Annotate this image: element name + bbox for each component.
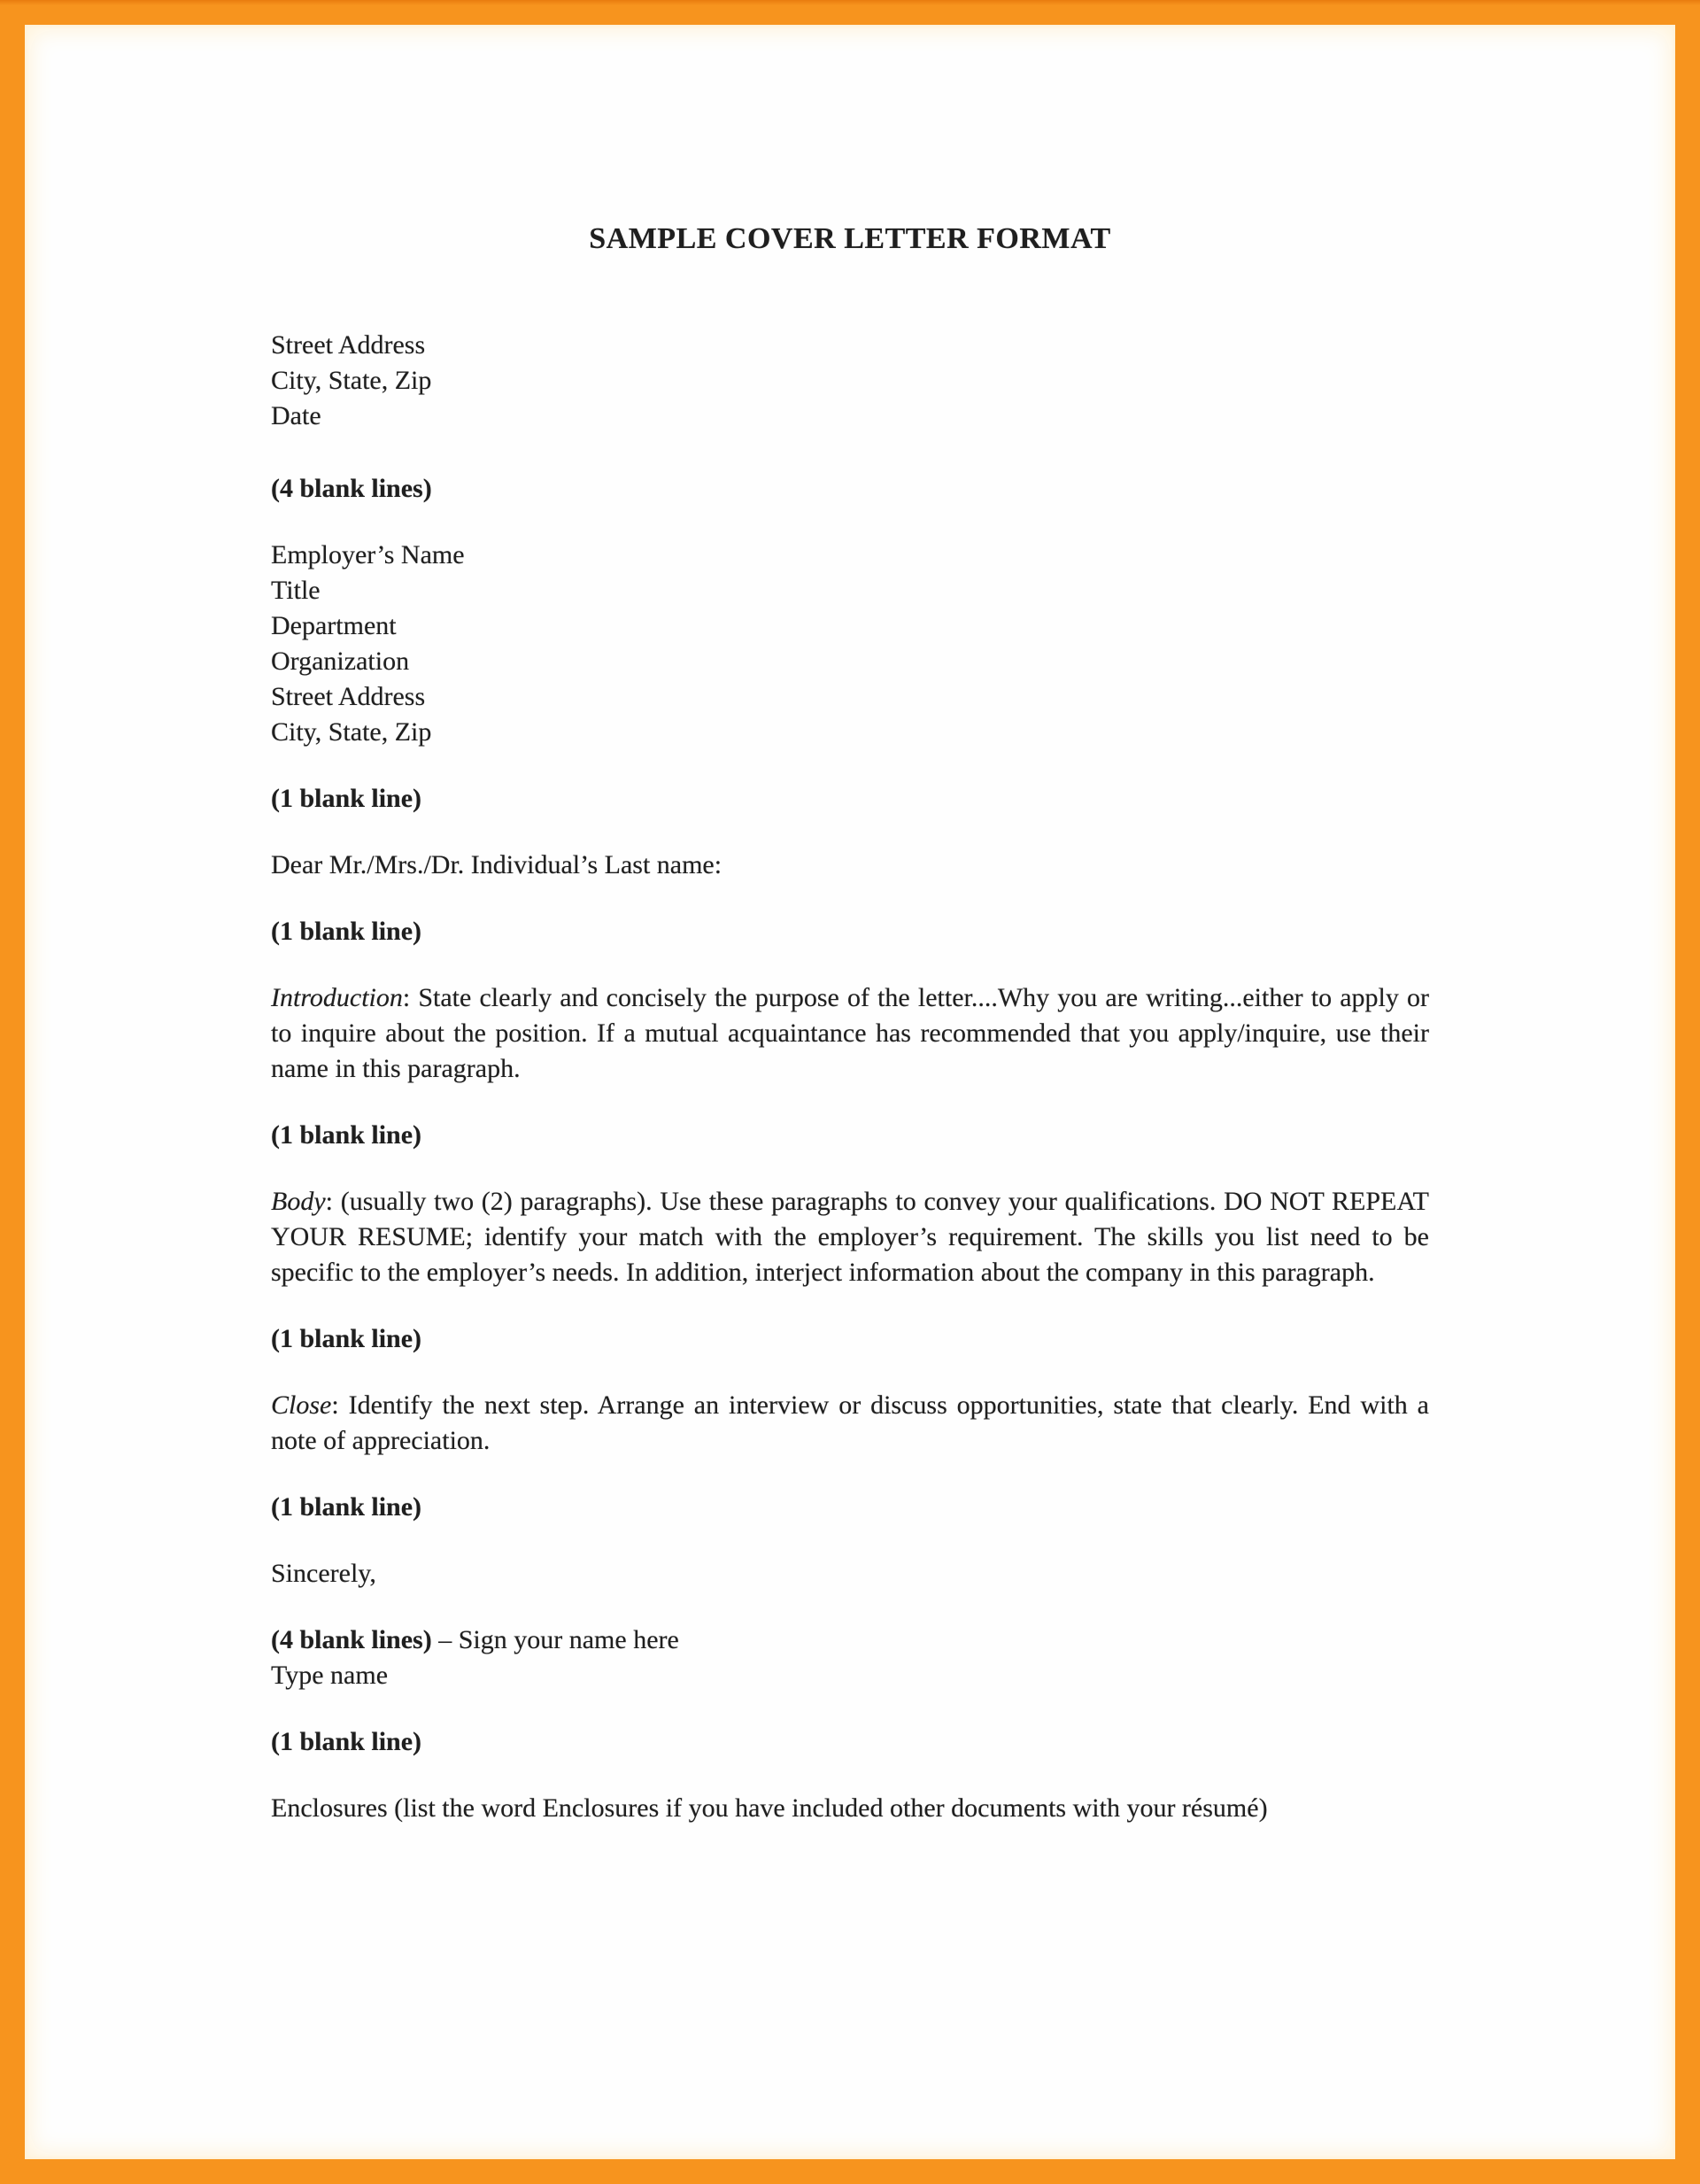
close-paragraph <box>271 1388 1429 1459</box>
spacer-one-blank-line-5: (1 blank line) <box>271 1492 422 1522</box>
sender-date: Date <box>271 401 321 430</box>
close-lead: Close <box>271 1390 332 1420</box>
document-content <box>25 25 1675 1826</box>
document-title: SAMPLE COVER LETTER FORMAT <box>589 222 1111 255</box>
body-lead: Body <box>271 1187 326 1216</box>
closing-line: Sincerely, <box>271 1559 376 1588</box>
recipient-street-address: Street Address <box>271 682 426 711</box>
body-paragraph <box>271 1184 1429 1290</box>
enclosures-line: Enclosures (list the word Enclosures if you have included other documents with your résumé) <box>271 1793 1268 1823</box>
salutation-line: Dear Mr./Mrs./Dr. Individual’s Last name: <box>271 850 722 879</box>
spacer-one-blank-line-2: (1 blank line) <box>271 917 422 946</box>
recipient-organization: Organization <box>271 647 410 676</box>
signature-instruction-line <box>271 1623 1429 1658</box>
recipient-title: Title <box>271 576 321 605</box>
body-text: : (usually two (2) paragraphs). Use these paragraphs to convey your qualifications. DO NOT REPEAT YOUR RESUME; identify your match with the employer’s requirement. The skills you list need to be specific to the employer’s needs. In addition, interject information about the company in this paragraph. <box>271 1187 1429 1287</box>
document-page <box>25 25 1675 2159</box>
introduction-text: : State clearly and concisely the purpose of the letter....Why you are writing...either to apply or to inquire about the position. If a mutual acquaintance has recommended that you apply/inquire, use their name in this paragraph. <box>271 983 1429 1083</box>
spacer-one-blank-line-1: (1 blank line) <box>271 784 422 813</box>
sign-your-name-note: – Sign your name here <box>431 1625 679 1654</box>
recipient-city-state-zip: City, State, Zip <box>271 717 432 747</box>
sender-address-block <box>271 328 1429 434</box>
spacer-one-blank-line-3: (1 blank line) <box>271 1120 422 1150</box>
introduction-paragraph <box>271 980 1429 1087</box>
spacer-four-blank-lines: (4 blank lines) <box>271 474 432 503</box>
spacer-four-blank-lines-signature: (4 blank lines) <box>271 1625 432 1654</box>
recipient-address-block <box>271 538 1429 750</box>
introduction-lead: Introduction <box>271 983 403 1012</box>
close-text: : Identify the next step. Arrange an interview or discuss opportunities, state that clearly. End with a note of appreciation. <box>271 1390 1429 1455</box>
sender-city-state-zip: City, State, Zip <box>271 366 432 395</box>
recipient-department: Department <box>271 611 397 640</box>
spacer-one-blank-line-6: (1 blank line) <box>271 1727 422 1756</box>
spacer-one-blank-line-4: (1 blank line) <box>271 1324 422 1353</box>
type-name-line: Type name <box>271 1661 389 1690</box>
signature-block <box>271 1623 1429 1693</box>
sender-street-address: Street Address <box>271 330 426 360</box>
recipient-employer-name: Employer’s Name <box>271 540 465 569</box>
